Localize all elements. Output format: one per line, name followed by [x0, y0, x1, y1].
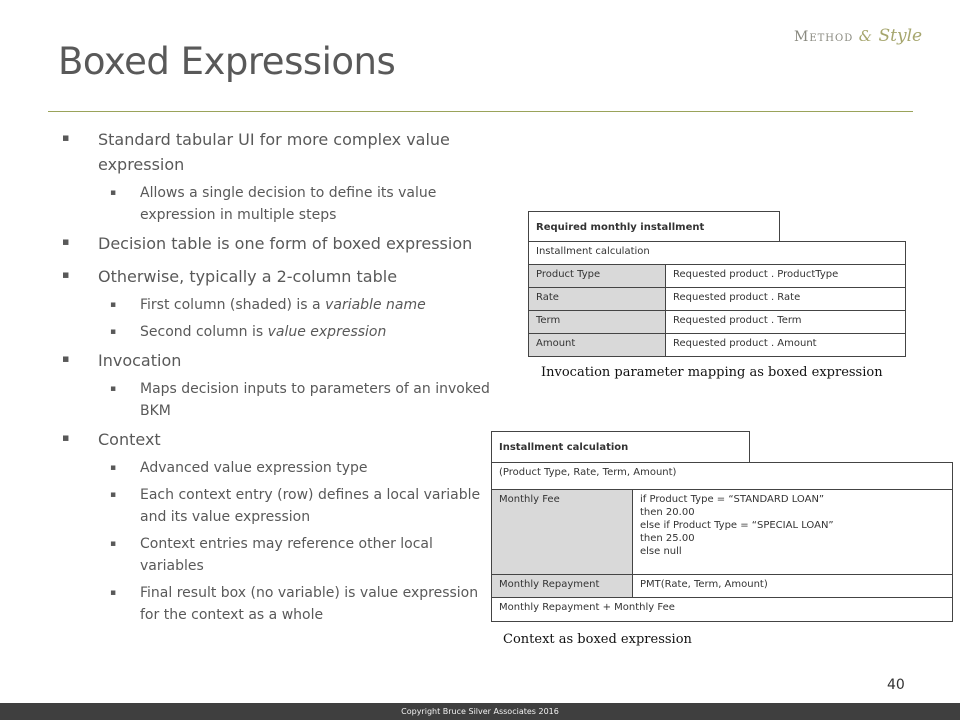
bullet-item: ▪ Decision table is one form of boxed expression [62, 231, 492, 256]
invocation-caption: Invocation parameter mapping as boxed expression [541, 365, 883, 380]
sub-bullet-item: ▪ Each context entry (row) defines a local variable and its value expression [62, 484, 492, 528]
title-divider [48, 111, 913, 112]
expr-line: else if Product Type = “SPECIAL LOAN” [640, 520, 834, 531]
sub-bullet-item: ▪ Advanced value expression type [62, 457, 492, 479]
sub-bullet-item: ▪ Allows a single decision to define its value expression in multiple steps [62, 182, 492, 226]
context-entry-expr-cell: PMT(Rate, Term, Amount) [632, 574, 953, 598]
bullet-item: ▪ Invocation [62, 348, 492, 373]
context-entry-name-cell: Monthly Fee [491, 489, 633, 575]
context-entry-name-cell: Monthly Repayment [491, 574, 633, 598]
param-name-cell: Product Type [528, 264, 666, 288]
bullet-square-icon: ▪ [62, 352, 70, 365]
context-caption: Context as boxed expression [503, 632, 692, 647]
sub-bullet-item: ▪ Final result box (no variable) is value expression for the context as a whole [62, 582, 492, 626]
context-name-cell: Installment calculation [491, 431, 750, 463]
invocation-bkm-cell: Installment calculation [528, 241, 906, 265]
bullet-item: ▪ Context [62, 427, 492, 452]
footer-bar [0, 703, 960, 720]
bullet-square-icon: ▪ [62, 431, 70, 444]
slide-title: Boxed Expressions [58, 40, 396, 83]
sub-bullet-square-icon: ▪ [110, 327, 117, 337]
bullet-square-icon: ▪ [62, 268, 70, 281]
param-expr-cell: Requested product . ProductType [665, 264, 906, 288]
bullet-square-icon: ▪ [62, 235, 70, 248]
param-name-cell: Amount [528, 333, 666, 357]
sub-bullet-square-icon: ▪ [110, 588, 117, 598]
sub-bullet-item: ▪ Maps decision inputs to parameters of an invoked BKM [62, 378, 492, 422]
invocation-name-cell: Required monthly installment [528, 211, 780, 242]
brand-ampersand: & [858, 27, 874, 45]
param-name-cell: Rate [528, 287, 666, 311]
sub-bullet-square-icon: ▪ [110, 300, 117, 310]
sub-bullet-square-icon: ▪ [110, 188, 117, 198]
sub-bullet-item: ▪ Second column is value expression [62, 321, 492, 343]
context-result-cell: Monthly Repayment + Monthly Fee [491, 597, 953, 622]
context-params-cell: (Product Type, Rate, Term, Amount) [491, 462, 953, 490]
brand-method: Method [794, 29, 854, 45]
page-number: 40 [887, 677, 905, 693]
sub-bullet-item: ▪ First column (shaded) is a variable name [62, 294, 492, 316]
bullet-square-icon: ▪ [62, 131, 70, 144]
expr-line: if Product Type = “STANDARD LOAN” [640, 494, 825, 505]
brand-style: Style [878, 26, 923, 46]
sub-bullet-square-icon: ▪ [110, 384, 117, 394]
param-expr-cell: Requested product . Term [665, 310, 906, 334]
param-expr-cell: Requested product . Amount [665, 333, 906, 357]
expr-line: then 25.00 [640, 533, 695, 544]
copyright-text: Copyright Bruce Silver Associates 2016 [401, 707, 559, 716]
bullet-item: ▪ Standard tabular UI for more complex value expression [62, 127, 492, 177]
sub-bullet-square-icon: ▪ [110, 463, 117, 473]
bullet-list [62, 127, 492, 631]
param-name-cell: Term [528, 310, 666, 334]
expr-line: then 20.00 [640, 507, 695, 518]
sub-bullet-square-icon: ▪ [110, 490, 117, 500]
param-expr-cell: Requested product . Rate [665, 287, 906, 311]
expr-line: else null [640, 546, 682, 557]
context-entry-expr-cell [632, 489, 953, 575]
bullet-item: ▪ Otherwise, typically a 2-column table [62, 264, 492, 289]
brand-logo [794, 26, 922, 46]
sub-bullet-item: ▪ Context entries may reference other local variables [62, 533, 492, 577]
sub-bullet-square-icon: ▪ [110, 539, 117, 549]
